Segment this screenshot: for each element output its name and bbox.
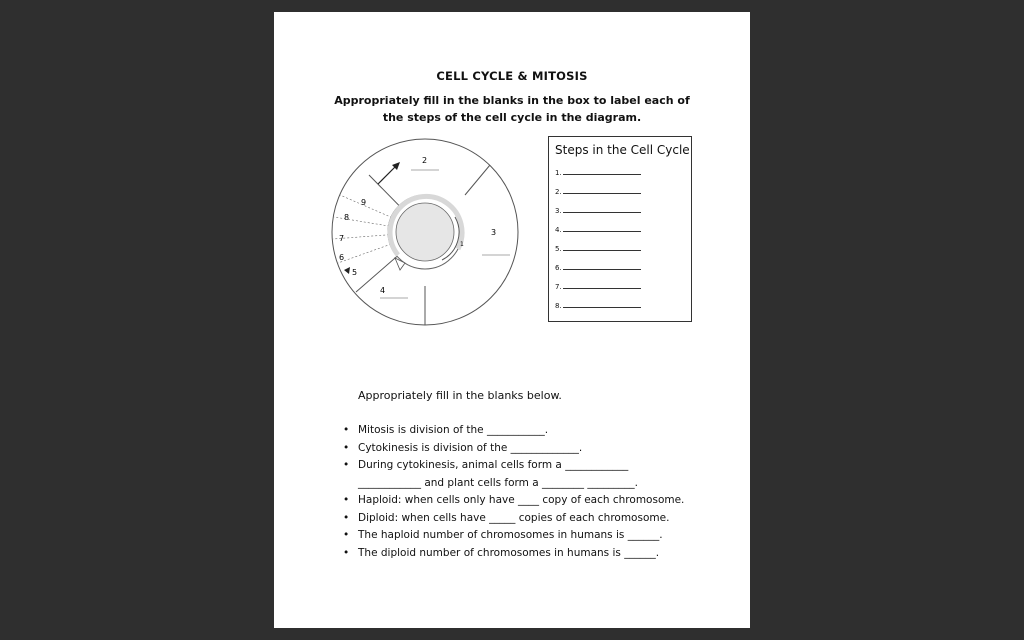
step-blank[interactable] (563, 225, 641, 232)
steps-box-title: Steps in the Cell Cycle (555, 143, 690, 157)
step-item: 3. (555, 206, 641, 216)
steps-box (548, 136, 692, 322)
list-item: • Haploid: when cells only have ____ copy of each chromosome. (358, 492, 718, 510)
step-item: 7. (555, 282, 641, 292)
diagram-label: 9 (361, 198, 367, 207)
diagram-label: 3 (491, 228, 497, 237)
inner-disc (396, 203, 454, 261)
diagram-label: 2 (422, 156, 428, 165)
list-item: • Cytokinesis is division of the _____________. (358, 440, 718, 458)
step-item: 6. (555, 263, 641, 273)
step-blank[interactable] (563, 244, 641, 251)
step-blank[interactable] (563, 206, 641, 213)
fill-in-list (358, 422, 718, 562)
step-item: 2. (555, 187, 641, 197)
cell-cycle-diagram (324, 137, 524, 337)
list-item-continuation: ____________ and plant cells form a ________ _________. (358, 476, 638, 489)
step-blank[interactable] (563, 168, 641, 175)
diagram-instruction: Appropriately fill in the blanks in the box to label each of the steps of the cell cycle in the diagram. (334, 94, 690, 124)
page-title: CELL CYCLE & MITOSIS (436, 69, 588, 83)
step-blank[interactable] (563, 263, 641, 270)
diagram-label: 7 (339, 234, 345, 243)
diagram-label: 1 (460, 241, 464, 248)
step-item: 5. (555, 244, 641, 254)
diagram-label: 5 (352, 268, 358, 277)
step-blank[interactable] (563, 282, 641, 289)
step-blank[interactable] (563, 301, 641, 308)
list-item: • The diploid number of chromosomes in humans is ______. (358, 545, 718, 563)
diagram-label: 8 (344, 213, 350, 222)
diagram-label: 4 (380, 286, 386, 295)
blanks-instruction: Appropriately fill in the blanks below. (358, 389, 562, 402)
step-item: 8. (555, 301, 641, 311)
step-blank[interactable] (563, 187, 641, 194)
diagram-label: 6 (339, 253, 345, 262)
list-item: • During cytokinesis, animal cells form a ____________ (358, 457, 718, 475)
step-item: 1. (555, 168, 641, 178)
list-item: • Diploid: when cells have _____ copies of each chromosome. (358, 510, 718, 528)
list-item: • The haploid number of chromosomes in humans is ______. (358, 527, 718, 545)
step-item: 4. (555, 225, 641, 235)
worksheet-page (274, 12, 750, 628)
list-item: • Mitosis is division of the ___________. (358, 422, 718, 440)
